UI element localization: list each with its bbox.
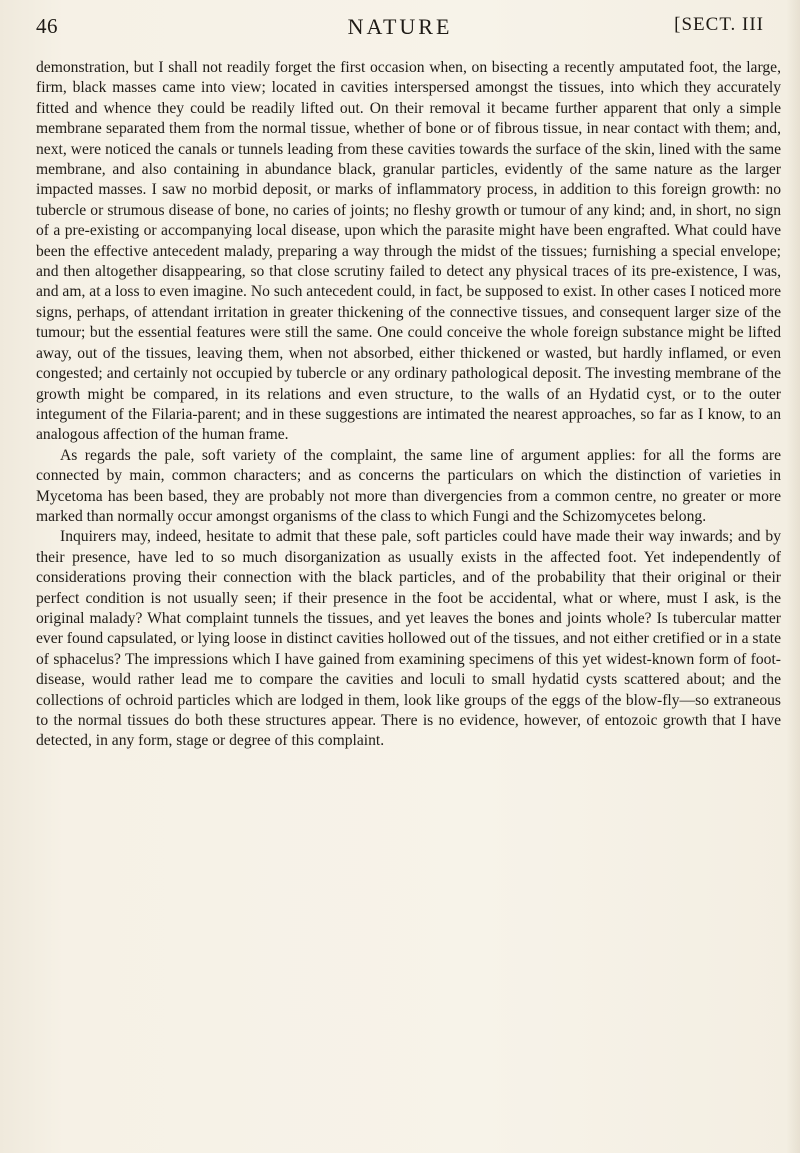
paragraph-pale-variety: As regards the pale, soft variety of the complaint, the same line of argument applies: for all the forms are connected by main, common characters; and as concerns the particulars on which the distinction of varieties in Mycetoma has been based, they are probably not more than divergencies from a common centre, no greater or more marked than normally occur amongst organisms of the class to which Fungi and the Schizomycetes belong. (36, 446, 781, 525)
section-reference: [SECT. III (674, 14, 764, 35)
running-title: NATURE (347, 14, 453, 39)
page-header (36, 14, 764, 44)
page-number: 46 (36, 14, 58, 38)
paragraph-inquirers: Inquirers may, indeed, hesitate to admit that these pale, soft particles could have made their way inwards; and by their presence, have led to so much disorganization as usually exists in the affected foot. Yet independently of considerations proving their connection with the black particles, and of the probability that their original or their perfect condition is not usually seen; if their presence in the foot be accidental, what or where, must I ask, is the original malady? What complaint tunnels the tissues, and yet leaves the bones and joints whole? Is tubercular matter ever found capsulated, or lying loose in distinct cavities hollowed out of the tissues, and not either cretified or in a state of sphacelus? The impressions which I have gained from examining specimens of this yet widest-known form of foot-disease, would rather lead me to compare the cavities and loculi to small hydatid cysts scattered about; and the collections of ochroid particles which are lodged in them, look like groups of the eggs of the blow-fly—so extraneous to the normal tissues do both these structures appear. There is no evidence, however, of entozoic growth that I have detected, in any form, stage or degree of this complaint. (36, 528, 781, 750)
page-edge-shadow (786, 0, 800, 1153)
body-text (36, 58, 781, 752)
paragraph-continued: demonstration, but I shall not readily forget the first occasion when, on bisecting a recently amputated foot, the large, firm, black masses came into view; located in cavities interspersed amongst the tissues, into which they accurately fitted and whence they could be readily lifted out. On their removal it became further apparent that only a simple membrane separated them from the normal tissue, whether of bone or of fibrous tissue, in near contact with them; and, next, were noticed the canals or tunnels leading from these cavities towards the surface of the skin, lined with the same membrane, and also containing in abundance black, granular particles, evidently of the same nature as the larger impacted masses. I saw no morbid deposit, or marks of inflammatory process, in addition to this foreign growth: no tubercle or strumous disease of bone, no caries of joints; no fleshy growth or tumour of any kind; and, in short, no sign of a pre-existing or accompanying local disease, upon which the parasite might have been engrafted. What could have been the effective antecedent malady, preparing a way through the midst of the tissues; furnishing a special envelope; and then altogether disappearing, so that close scrutiny failed to detect any physical traces of its pre-existence, I was, and am, at a loss to even imagine. No such antecedent could, in fact, be supposed to exist. In other cases I noticed more signs, perhaps, of attendant irritation in greater thickening of the connective tissues, and consequent larger size of the tumour; but the essential features were still the same. One could conceive the whole foreign substance might be lifted away, out of the tissues, leaving them, when not absorbed, either thickened or wasted, but hardly inflamed, or even congested; and certainly not occupied by tubercle or any ordinary pathological deposit. The investing membrane of the growth might be compared, in its relations and even structure, to the walls of an Hydatid cyst, or to the outer integument of the Filaria-parent; and in these suggestions are intimated the nearest approaches, so far as I know, to an analogous affection of the human frame. (36, 59, 781, 444)
